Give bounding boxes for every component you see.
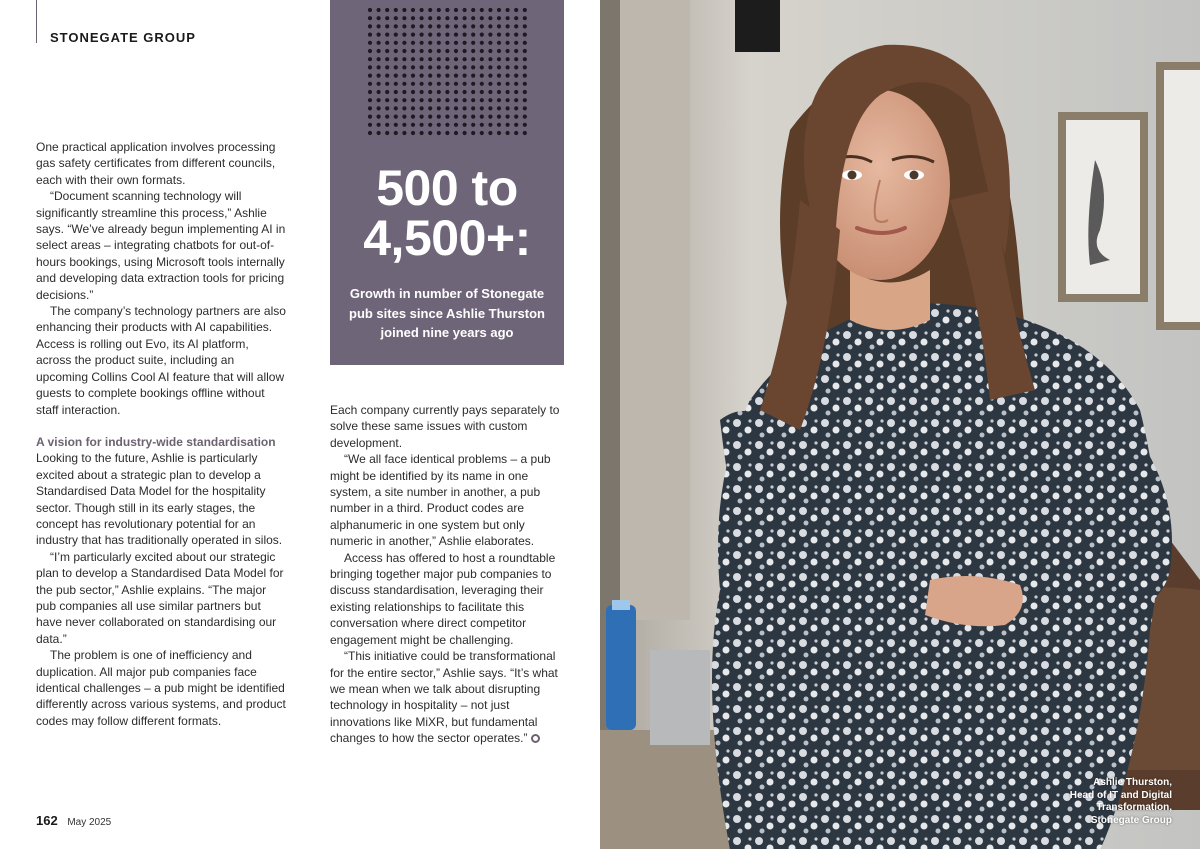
left-paragraph-3: The company’s technology partners are also enhancing their products with AI capabilities. Access is rolling out Evo, its AI platform, across the product suite, including an upcoming Collins Cool AI feature that will allow guests to complete bookings offline without staff interaction. — [36, 304, 286, 417]
caption-line-1: Ashlie Thurston, — [1093, 777, 1172, 788]
stat-caption: Growth in number of Stonegate pub sites since Ashlie Thurston joined nine years ago — [349, 286, 545, 340]
left-paragraph-4: Looking to the future, Ashlie is particularly excited about a strategic plan to develop a Standardised Data Model for the hospitality sector. Though still in its early stages, the concept has revolutionary potential for an industry that has traditionally operated in silos. — [36, 451, 283, 548]
middle-paragraph-3: Access has offered to host a roundtable bringing together major pub companies to discuss standardisation, leveraging their existing relationships to facilitate this conversation where direct competitor engagement might be challenging. — [330, 550, 556, 647]
section-label: STONEGATE GROUP — [50, 30, 196, 45]
stat-number-text: 500 to 4,500+: — [363, 160, 531, 266]
caption-line-4: Stonegate Group — [1090, 814, 1172, 826]
left-paragraph-2: “Document scanning technology will significantly streamline this process,” Ashlie says. “We’ve already begun implementing AI in select areas – integrating chatbots for out-of-hours bookings, using Microsoft tools internally and developing data extraction tools for pricing decisions.” — [36, 189, 286, 302]
issue-date: May 2025 — [67, 817, 112, 828]
portrait-illustration — [600, 0, 1200, 849]
stat-number — [330, 160, 564, 266]
dot-pattern-graphic — [366, 6, 528, 136]
page-footer — [36, 813, 111, 828]
left-paragraph-6: The problem is one of inefficiency and duplication. All major pub companies face identical challenges – a pub might be identified differently across various systems, and product codes may follow different formats. — [36, 648, 286, 728]
stat-callout-box — [330, 0, 564, 365]
left-text-column — [36, 139, 286, 729]
left-paragraph-5: “I’m particularly excited about our strategic plan to develop a Standardised Data Model for the pub sector,” Ashlie explains. “The major pub companies all use similar partners but have never collaborated on standardising our data.” — [36, 549, 284, 646]
photo-caption — [1022, 777, 1172, 827]
middle-paragraph-4 — [330, 648, 570, 746]
portrait-photo — [600, 0, 1200, 849]
middle-paragraph-1: Each company currently pays separately to solve these same issues with custom development. — [330, 403, 560, 450]
middle-paragraph-4-text: “This initiative could be transformational for the entire sector,” Ashlie says. “It’s what we mean when we talk about disrupting technology in hospitality – not just innovations like MiXR, but fundamental changes to how the sector operates.” — [330, 649, 558, 746]
middle-text-column — [330, 402, 570, 747]
caption-line-3: Transformation, — [1096, 802, 1172, 813]
subheading: A vision for industry-wide standardisation — [36, 434, 276, 449]
end-of-article-icon — [531, 734, 540, 743]
caption-line-2: Head of IT and Digital — [1069, 789, 1172, 801]
section-rule — [36, 0, 37, 43]
left-paragraph-1: One practical application involves processing gas safety certificates from different councils, each with their own formats. — [36, 140, 276, 187]
page-number: 162 — [36, 813, 58, 828]
middle-paragraph-2: “We all face identical problems – a pub might be identified by its name in one system, a site number in another, a pub number in a third. Product codes are alphanumeric in one system but only numeric in another,” Ashlie elaborates. — [330, 452, 551, 549]
